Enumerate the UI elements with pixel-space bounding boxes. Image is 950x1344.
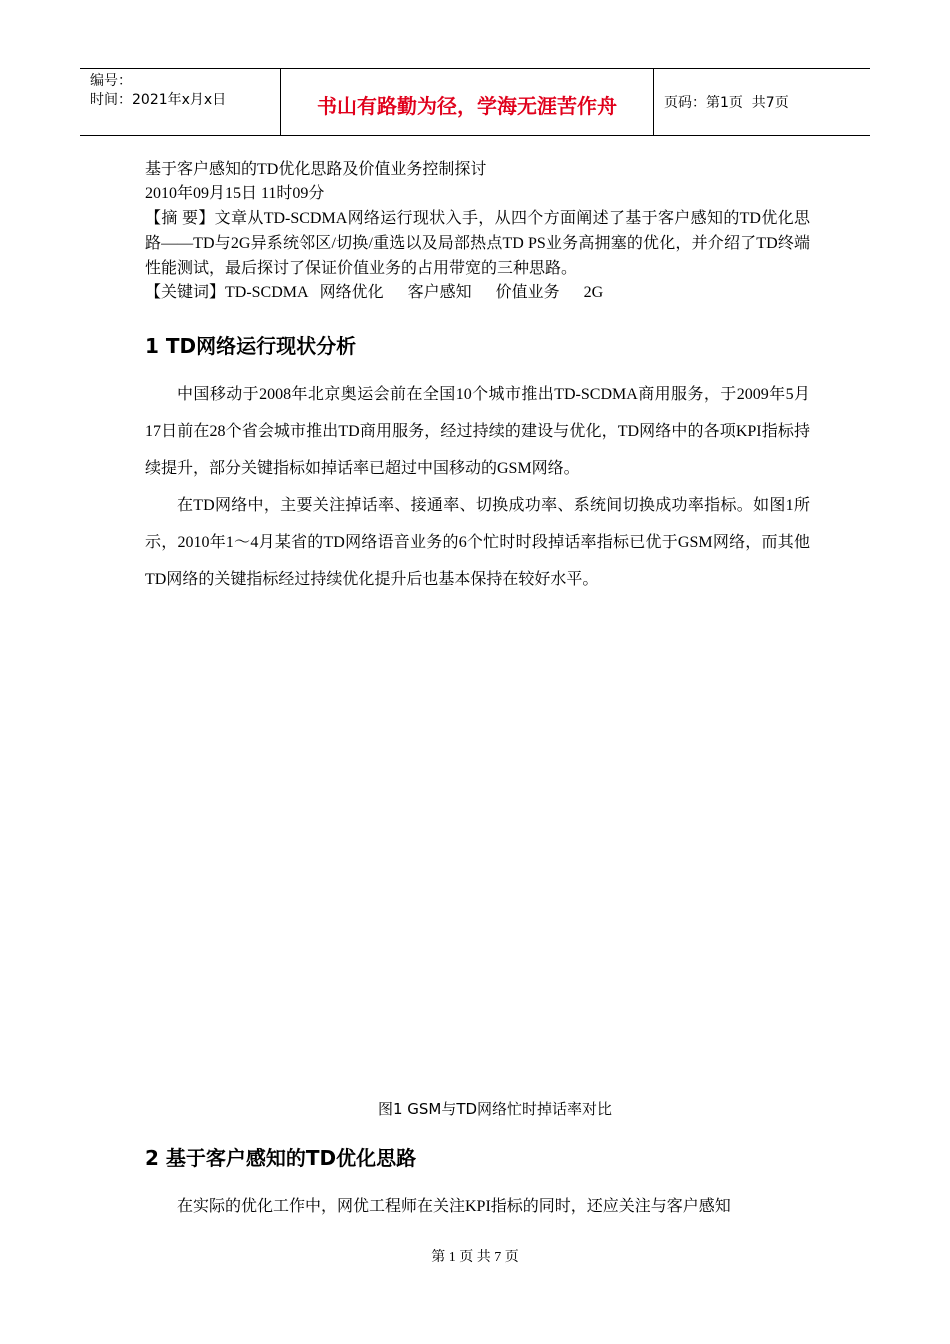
section1-heading: 1 TD网络运行现状分析 [145,334,357,358]
header-motto-cell [281,69,654,135]
abstract: 【摘 要】文章从TD-SCDMA网络运行现状入手，从四个方面阐述了基于客户感知的TD优化思路——TD与2G异系统邻区/切换/重选以及局部热点TD PS业务高拥塞的优化，并介绍了TD终端性能测试，最后探讨了保证价值业务的占用带宽的三种思路。 [145,210,810,277]
time-label: 时间：2021年x月x日 [90,92,227,108]
header-left-cell [80,69,281,135]
section2-heading: 2 基于客户感知的TD优化思路 [145,1146,417,1170]
article-title: 基于客户感知的TD优化思路及价值业务控制探讨 [145,161,487,178]
figure-1-caption: 图1 GSM与TD网络忙时掉话率对比 [377,1100,613,1118]
figure-1-placeholder [145,603,810,1083]
document-body [145,158,810,1215]
header-table [80,68,870,136]
page-footer: 第 1 页 共 7 页 [431,1250,519,1265]
section1-paragraph-2: 在TD网络中，主要关注掉话率、接通率、切换成功率、系统间切换成功率指标。如图1所示，2010年1～4月某省的TD网络语音业务的6个忙时时段掉话率指标已优于GSM网络，而其他TD网络的关键指标经过持续优化提升后也基本保持在较好水平。 [145,497,810,588]
page-info: 页码：第1页 共7页 [664,95,789,111]
article-datetime: 2010年09月15日 11时09分 [145,185,325,202]
keywords: 【关键词】TD-SCDMA 网络优化 客户感知 价值业务 2G [145,284,604,301]
section1-paragraph-1: 中国移动于2008年北京奥运会前在全国10个城市推出TD-SCDMA商用服务，于2009年5月17日前在28个省会城市推出TD商用服务，经过持续的建设与优化，TD网络中的各项KPI指标持续提升，部分关键指标如掉话率已超过中国移动的GSM网络。 [145,386,810,477]
number-label: 编号： [90,73,132,89]
section2-paragraph-1: 在实际的优化工作中，网优工程师在关注KPI指标的同时，还应关注与客户感知 [177,1198,731,1215]
motto-text: 书山有路勤为径，学海无涯苦作舟 [317,93,617,118]
header-page-cell [654,69,870,135]
